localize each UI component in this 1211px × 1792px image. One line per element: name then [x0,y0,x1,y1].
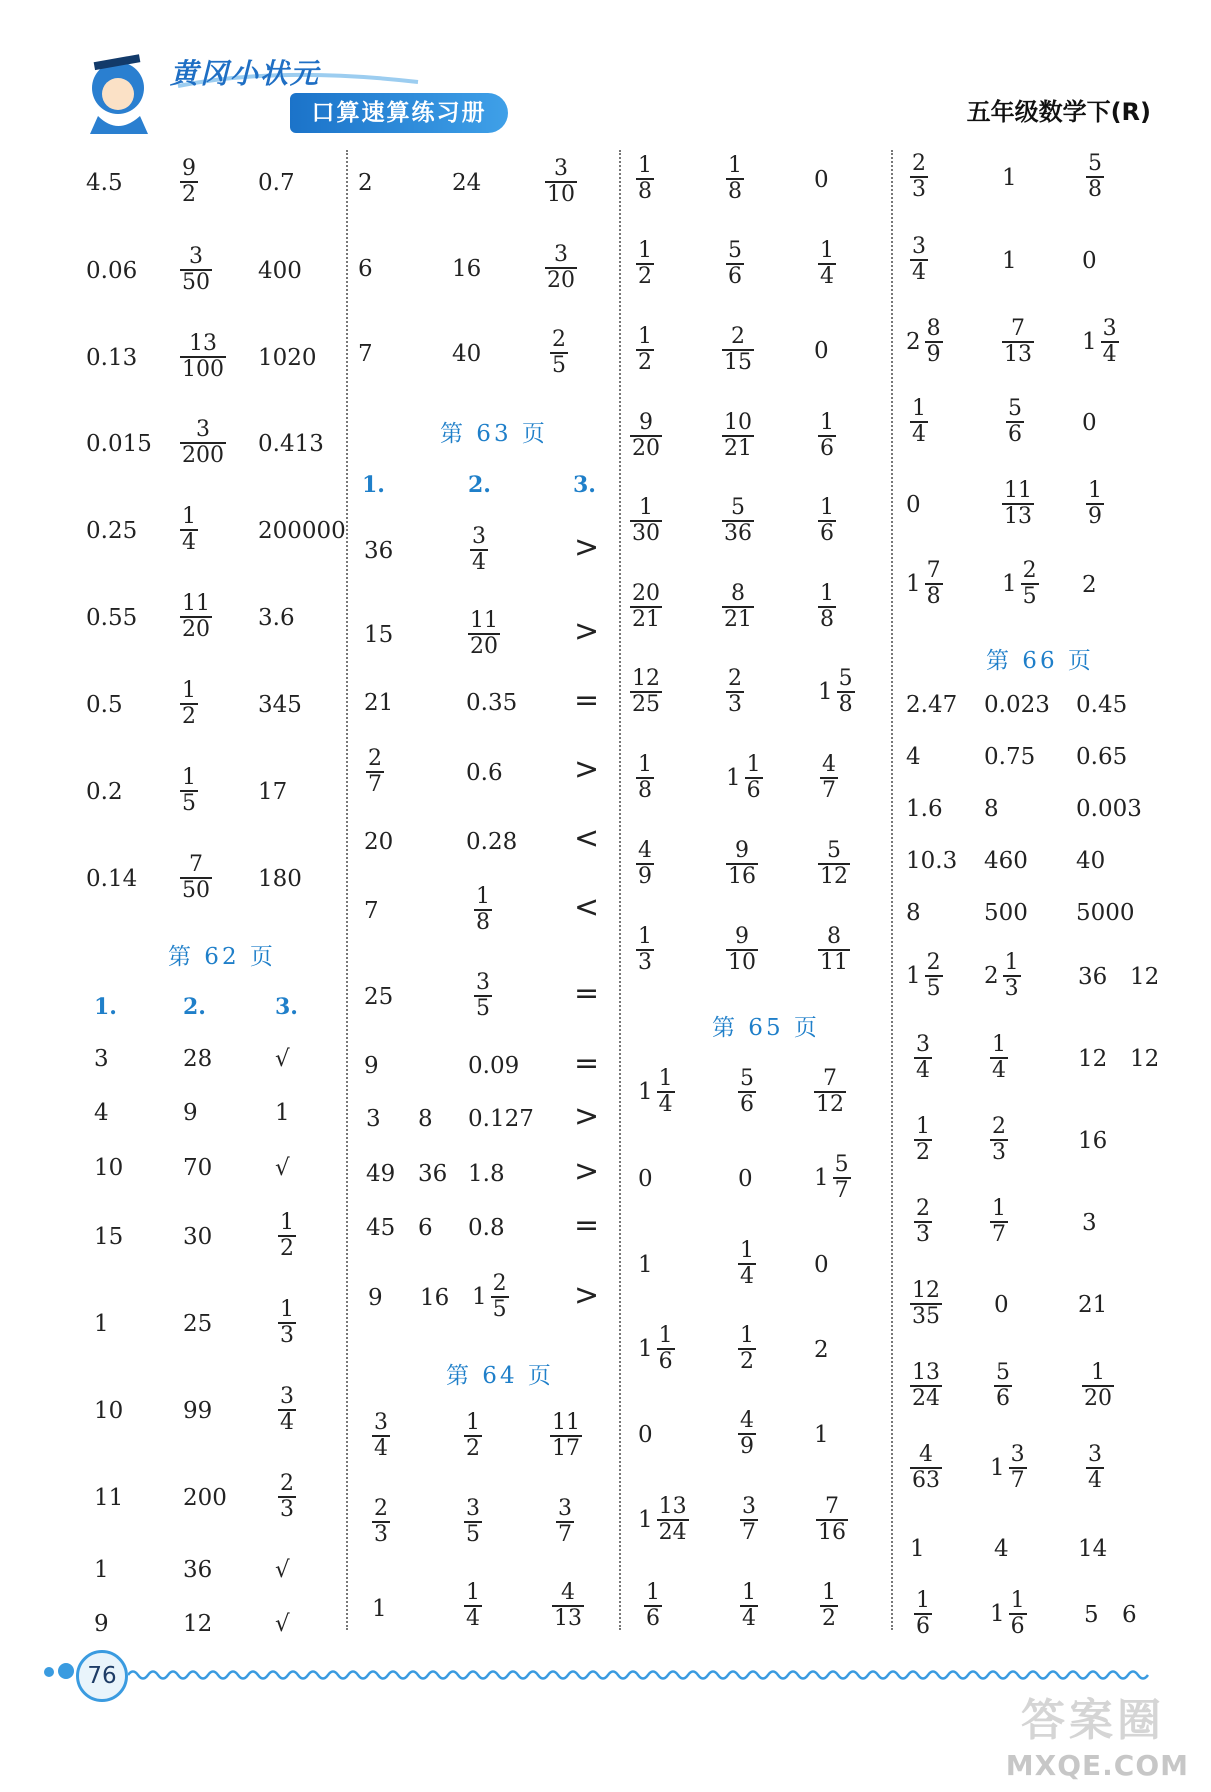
answer-fraction: $\frac{4}{9}$ [638,838,652,890]
compare-symbol: = [574,1046,600,1081]
answer-fraction: $\frac{3}{5}$ [476,970,490,1022]
answer-fraction: $\frac{1}{9}$ [1088,478,1102,530]
answer-fraction: $\frac{2}{15}$ [724,324,752,376]
answer: 0 [906,492,921,518]
section-heading-p62: 第 62 页 [168,944,276,970]
answer-fraction: $\frac{1}{2}$ [638,324,652,376]
answer: 8 [418,1106,433,1132]
answer-fraction: $\frac{13}{24}$ [912,1360,940,1412]
answer: 21 [1078,1292,1108,1318]
answer: 460 [984,848,1028,874]
answer-fraction: $\frac{2}{3}$ [916,1196,930,1248]
answer: 40 [1076,848,1106,874]
watermark: MXQE.COM [1005,1749,1189,1782]
column-divider [619,150,621,1630]
answer-fraction: $\frac{1}{4}$ [740,1238,754,1290]
answer-fraction: $\frac{12}{35}$ [912,1278,940,1330]
answer-fraction: $\frac{3}{50}$ [182,244,210,296]
answer: 3 [94,1046,109,1072]
answer: 1 [94,1557,109,1583]
answer: 0.127 [468,1106,534,1132]
answer-mixed-number: 2 $\frac{1}{3}$ [984,950,1019,1002]
answer-fraction: $\frac{1}{2}$ [740,1323,754,1375]
answer-mixed-number: 1 $\frac{3}{4}$ [1082,316,1117,368]
answer-fraction: $\frac{10}{21}$ [724,410,752,462]
answer: 0.8 [468,1215,505,1241]
answer: 12 [1130,964,1160,990]
answer: 99 [183,1398,213,1424]
compare-symbol: < [574,890,600,925]
answer: 3.6 [258,605,295,631]
answer-fraction: $\frac{20}{21}$ [632,581,660,633]
answer: 1 [910,1536,925,1562]
answer: 200000 [258,518,346,544]
answer: 1.6 [906,796,943,822]
answer-fraction: $\frac{1}{4}$ [992,1032,1006,1084]
answer-fraction: $\frac{3}{7}$ [558,1496,572,1548]
answer-mixed-number: 2 $\frac{8}{9}$ [906,316,941,368]
answer: 4 [994,1536,1009,1562]
answer: 0.28 [466,829,518,855]
answer-fraction: $\frac{1}{20}$ [1084,1360,1112,1412]
answer: 2 [1082,572,1097,598]
answer: 0 [738,1166,753,1192]
answer-fraction: $\frac{8}{11}$ [820,924,848,976]
answer-fraction: $\frac{7}{12}$ [816,1066,844,1118]
answer: 0.6 [466,760,503,786]
answer-fraction: $\frac{3}{200}$ [182,417,224,469]
compare-symbol: = [574,1208,600,1243]
answer: 400 [258,258,302,284]
answer: 1 [94,1311,109,1337]
answer: 45 [366,1215,396,1241]
answer-fraction: $\frac{9}{2}$ [182,156,196,208]
answer: 0.015 [86,431,152,457]
check-mark: √ [275,1557,290,1583]
answer-fraction: $\frac{1}{2}$ [638,238,652,290]
answer: 0.413 [258,431,324,457]
compare-symbol: > [574,530,600,565]
answer: 9 [183,1100,198,1126]
answer: 17 [258,779,288,805]
wave-divider-icon [128,1660,1158,1690]
answer: 0.06 [86,258,138,284]
answer-fraction: $\frac{3}{4}$ [374,1410,388,1462]
answer-fraction: $\frac{11}{17}$ [552,1410,580,1462]
answer: 0.2 [86,779,123,805]
answer-mixed-number: 1 $\frac{2}{5}$ [472,1271,507,1323]
answer: 36 [418,1161,448,1187]
answer-fraction: $\frac{3}{4}$ [1088,1442,1102,1494]
answer-fraction: $\frac{1}{30}$ [632,495,660,547]
answer-fraction: $\frac{9}{10}$ [728,924,756,976]
compare-symbol: < [574,821,600,856]
answer: 36 [183,1557,213,1583]
answer: 0 [814,1252,829,1278]
answer-fraction: $\frac{11}{20}$ [470,608,498,660]
check-mark: √ [275,1046,290,1072]
answer: 180 [258,866,302,892]
answer-mixed-number: 1 $\frac{13}{24}$ [638,1494,687,1546]
answer: 0 [814,167,829,193]
answer-fraction: $\frac{1}{2}$ [182,678,196,730]
answer: 1 [1002,165,1017,191]
answer-fraction: $\frac{5}{6}$ [728,238,742,290]
answer: 2 [814,1337,829,1363]
answer-fraction: $\frac{11}{13}$ [1004,478,1032,530]
answer: 6 [418,1215,433,1241]
answer-fraction: $\frac{2}{5}$ [552,327,566,379]
answer: 16 [452,256,482,282]
answer: 0.45 [1076,692,1128,718]
answer-fraction: $\frac{1}{2}$ [280,1210,294,1262]
answer: 1 [1002,248,1017,274]
compare-symbol: > [574,1099,600,1134]
answer-fraction: $\frac{9}{16}$ [728,838,756,890]
grade-label: 五年级数学下(R) [966,98,1151,126]
answer: 3 [1082,1210,1097,1236]
answer-fraction: $\frac{12}{25}$ [632,666,660,718]
answer: 6 [358,256,373,282]
answer: 0 [1082,410,1097,436]
answer: 21 [364,690,394,716]
section-heading-p66: 第 66 页 [986,648,1094,674]
answer-fraction: $\frac{3}{4}$ [916,1032,930,1084]
answer: 5000 [1076,900,1135,926]
answer: 30 [183,1224,213,1250]
answer: 0 [1082,248,1097,274]
answer-fraction: $\frac{5}{6}$ [740,1066,754,1118]
answer: 9 [94,1611,109,1637]
answer: 20 [364,829,394,855]
answer-fraction: $\frac{1}{6}$ [916,1588,930,1640]
series-title: 口算速算练习册 [290,93,508,133]
question-number: 1. [94,994,117,1020]
answer: 4.5 [86,170,123,196]
answer: 2 [358,170,373,196]
answer: 10.3 [906,848,958,874]
compare-symbol: > [574,614,600,649]
answer-fraction: $\frac{4}{63}$ [912,1442,940,1494]
page-number: 76 [76,1650,128,1702]
answer: 12 [1078,1046,1108,1072]
answer-fraction: $\frac{1}{4}$ [466,1580,480,1632]
answer: 16 [420,1285,450,1311]
answer: 4 [906,744,921,770]
answer: 40 [452,341,482,367]
answer: 0.13 [86,345,138,371]
answer-fraction: $\frac{1}{4}$ [182,504,196,556]
answer: 8 [984,796,999,822]
answer: 0.5 [86,692,123,718]
check-mark: √ [275,1611,290,1637]
answer-fraction: $\frac{8}{21}$ [724,581,752,633]
answer: 14 [1078,1536,1108,1562]
answer: 9 [368,1285,383,1311]
answer-fraction: $\frac{5}{12}$ [820,838,848,890]
answer-fraction: $\frac{4}{13}$ [554,1580,582,1632]
question-number: 3. [275,994,298,1020]
answer: 2.47 [906,692,958,718]
answer: 24 [452,170,482,196]
answer: 0.14 [86,866,138,892]
answer: 345 [258,692,302,718]
answer-mixed-number: 1 $\frac{2}{5}$ [906,950,941,1002]
answer: 10 [94,1155,124,1181]
answer-fraction: $\frac{4}{9}$ [740,1408,754,1460]
answer-fraction: $\frac{1}{8}$ [728,153,742,205]
watermark-logo: 答案圈 [1021,1695,1165,1746]
answer: 70 [183,1155,213,1181]
decorative-dot-icon [58,1663,74,1679]
answer-fraction: $\frac{1}{3}$ [638,924,652,976]
section-heading-p65: 第 65 页 [712,1015,820,1041]
answer-fraction: $\frac{1}{6}$ [820,410,834,462]
answer-fraction: $\frac{1}{6}$ [646,1580,660,1632]
question-number: 3. [573,472,596,498]
answer-fraction: $\frac{4}{7}$ [822,752,836,804]
compare-symbol: > [574,752,600,787]
column-divider [891,150,893,1630]
brand-name: 黄冈小状元 [170,57,321,90]
answer-fraction: $\frac{2}{3}$ [992,1114,1006,1166]
answer: 0.003 [1076,796,1142,822]
answer-fraction: $\frac{1}{4}$ [820,238,834,290]
answer-fraction: $\frac{1}{8}$ [820,581,834,633]
answer: 500 [984,900,1028,926]
answer: 0 [994,1292,1009,1318]
answer: 1 [638,1252,653,1278]
answer-fraction: $\frac{13}{100}$ [182,331,224,383]
question-number: 1. [362,472,385,498]
answer: 15 [364,622,394,648]
answer-fraction: $\frac{9}{20}$ [632,410,660,462]
answer: 0.25 [86,518,138,544]
answer-fraction: $\frac{5}{6}$ [996,1360,1010,1412]
answer-fraction: $\frac{3}{7}$ [742,1494,756,1546]
compare-symbol: > [574,1278,600,1313]
answer: 0.09 [468,1053,520,1079]
answer-fraction: $\frac{1}{3}$ [280,1297,294,1349]
answer-fraction: $\frac{7}{13}$ [1004,316,1032,368]
decorative-dot-icon [44,1667,54,1677]
answer: 0 [814,338,829,364]
answer: 0.35 [466,690,518,716]
answer: 1 [275,1100,290,1126]
answer: 0.7 [258,170,295,196]
answer: 25 [183,1311,213,1337]
answer: 0 [638,1166,653,1192]
answer-mixed-number: 1 $\frac{3}{7}$ [990,1442,1025,1494]
answer-fraction: $\frac{2}{3}$ [912,151,926,203]
answer: 0.75 [984,744,1036,770]
answer: 0.023 [984,692,1050,718]
answer-fraction: $\frac{1}{2}$ [466,1410,480,1462]
column-divider [346,150,348,1630]
answer-fraction: $\frac{1}{8}$ [476,884,490,936]
answer: 12 [1130,1046,1160,1072]
section-heading-p64: 第 64 页 [446,1363,554,1389]
answer-mixed-number: 1 $\frac{7}{8}$ [906,558,941,610]
answer-fraction: $\frac{2}{7}$ [368,746,382,798]
answer: 36 [1078,964,1108,990]
answer-mixed-number: 1 $\frac{1}{4}$ [638,1066,673,1118]
answer: 10 [94,1398,124,1424]
answer: 7 [358,341,373,367]
answer-fraction: $\frac{3}{5}$ [466,1496,480,1548]
answer: 25 [364,984,394,1010]
answer-fraction: $\frac{2}{3}$ [728,666,742,718]
answer-fraction: $\frac{1}{7}$ [992,1196,1006,1248]
answer-fraction: $\frac{5}{8}$ [1088,151,1102,203]
answer-mixed-number: 1 $\frac{1}{6}$ [638,1323,673,1375]
answer-fraction: $\frac{1}{4}$ [742,1580,756,1632]
answer-fraction: $\frac{2}{3}$ [280,1471,294,1523]
answer-fraction: $\frac{5}{6}$ [1008,396,1022,448]
answer-fraction: $\frac{1}{8}$ [638,153,652,205]
answer-fraction: $\frac{3}{4}$ [912,234,926,286]
answer-fraction: $\frac{7}{16}$ [818,1494,846,1546]
compare-symbol: = [574,683,600,718]
answer-fraction: $\frac{7}{50}$ [182,852,210,904]
answer: 7 [364,898,379,924]
answer: 1.8 [468,1161,505,1187]
answer-fraction: $\frac{1}{5}$ [182,765,196,817]
answer-fraction: $\frac{3}{4}$ [280,1384,294,1436]
answer: 1 [814,1422,829,1448]
answer: 28 [183,1046,213,1072]
question-number: 2. [468,472,491,498]
answer: 8 [906,900,921,926]
answer: 6 [1122,1602,1137,1628]
answer-fraction: $\frac{1}{4}$ [912,396,926,448]
answer: 36 [364,538,394,564]
answer: 200 [183,1485,227,1511]
answer-fraction: $\frac{1}{2}$ [822,1580,836,1632]
answer: 15 [94,1224,124,1250]
answer-fraction: $\frac{3}{20}$ [547,242,575,294]
answer: 3 [366,1106,381,1132]
answer: 0.65 [1076,744,1128,770]
answer: 0.55 [86,605,138,631]
answer-mixed-number: 1 $\frac{5}{7}$ [814,1152,849,1204]
answer-fraction: $\frac{11}{20}$ [182,591,210,643]
answer: 11 [94,1485,124,1511]
answer: 49 [366,1161,396,1187]
question-number: 2. [183,994,206,1020]
answer-fraction: $\frac{5}{36}$ [724,495,752,547]
answer-fraction: $\frac{1}{8}$ [638,752,652,804]
section-heading-p63: 第 63 页 [440,421,548,447]
compare-symbol: = [574,976,600,1011]
answer-mixed-number: 1 $\frac{1}{6}$ [990,1588,1025,1640]
answer-fraction: $\frac{1}{2}$ [916,1114,930,1166]
answer-mixed-number: 1 $\frac{1}{6}$ [726,752,761,804]
answer: 1 [372,1596,387,1622]
check-mark: √ [275,1155,290,1181]
answer-fraction: $\frac{1}{6}$ [820,495,834,547]
answer: 9 [364,1053,379,1079]
answer: 16 [1078,1128,1108,1154]
answer-mixed-number: 1 $\frac{2}{5}$ [1002,558,1037,610]
answer-fraction: $\frac{3}{4}$ [472,524,486,576]
answer: 4 [94,1100,109,1126]
compare-symbol: > [574,1154,600,1189]
answer-mixed-number: 1 $\frac{5}{8}$ [818,666,853,718]
answer-fraction: $\frac{3}{10}$ [547,156,575,208]
answer: 0 [638,1422,653,1448]
answer-fraction: $\frac{2}{3}$ [374,1496,388,1548]
answer: 12 [183,1611,213,1637]
answer: 5 [1084,1602,1099,1628]
answer: 1020 [258,345,317,371]
